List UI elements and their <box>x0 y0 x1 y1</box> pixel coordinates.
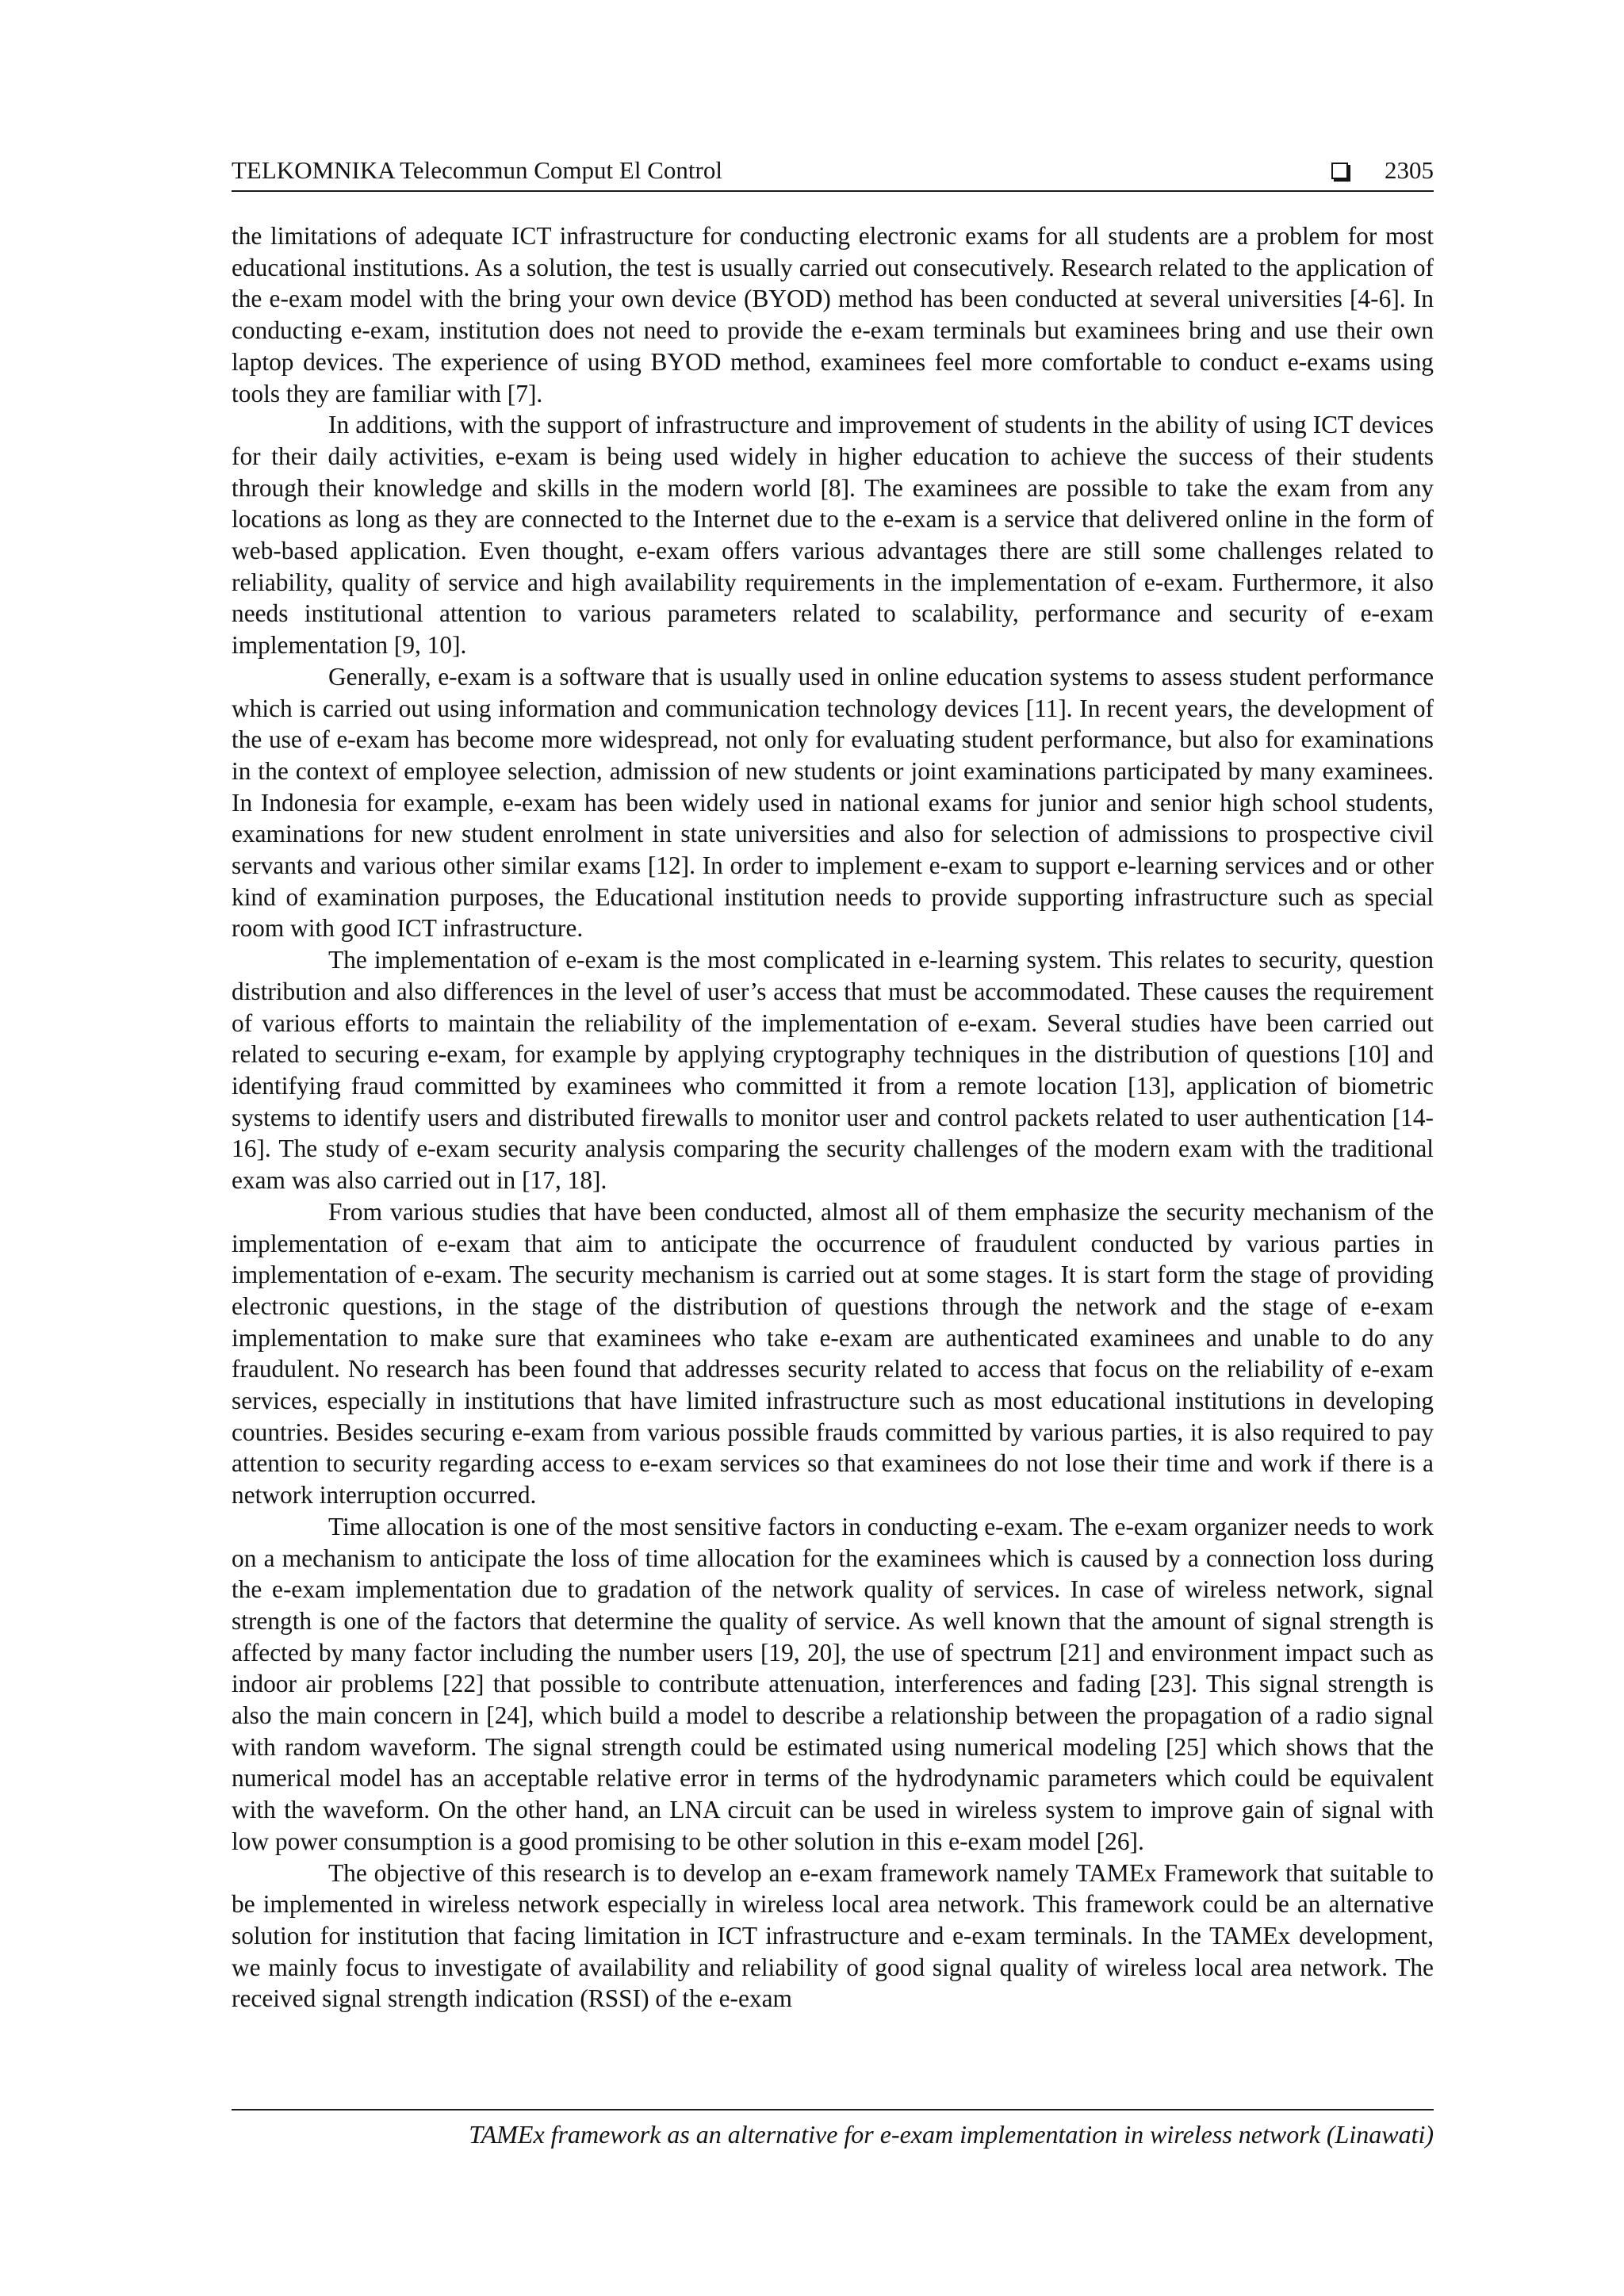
header-right <box>1331 155 1434 186</box>
footer-running-title: TAMEx framework as an alternative for e-exam implementation in wireless network (Linawati) <box>469 2120 1434 2149</box>
paragraph-7: The objective of this research is to develop an e-exam framework namely TAMEx Framework that suitable to be implemented in wireless network especially in wireless local area network. This framework could be an alternative solution for institution that facing limitation in ICT infrastructure and e-exam terminals. In the TAMEx development, we mainly focus to investigate of availability and reliability of good signal quality of wireless local area network. The received signal strength indication (RSSI) of the e-exam <box>232 1858 1434 2013</box>
footer-divider <box>232 2109 1434 2110</box>
body-text <box>232 220 1434 2015</box>
paragraph-4: The implementation of e-exam is the most complicated in e-learning system. This relates to security, question distribution and also differences in the level of user’s access that must be accommodated. These causes the requirement of various efforts to maintain the reliability of the implementation of e-exam. Several studies have been carried out related to securing e-exam, for example by applying cryptography techniques in the distribution of questions [10] and identifying fraud committed by examinees who committed it from a remote location [13], application of biometric systems to identify users and distributed firewalls to monitor user and control packets related to user authentication [14-16]. The study of e-exam security analysis comparing the security challenges of the modern exam with the traditional exam was also carried out in [17, 18]. <box>232 946 1434 1195</box>
page-number: 2305 <box>1385 156 1434 184</box>
paragraph-5: From various studies that have been conducted, almost all of them emphasize the security mechanism of the implementation of e-exam that aim to anticipate the occurrence of fraudulent conducted by various parties in implementation of e-exam. The security mechanism is carried out at some stages. It is start form the stage of providing electronic questions, in the stage of the distribution of questions through the network and the stage of e-exam implementation to make sure that examinees who take e-exam are authenticated examinees and unable to do any fraudulent. No research has been found that addresses security related to access that focus on the reliability of e-exam services, especially in institutions that have limited infrastructure such as most educational institutions in developing countries. Besides securing e-exam from various possible frauds committed by various parties, it is also required to pay attention to security regarding access to e-exam services so that examinees do not lose their time and work if there is a network interruption occurred. <box>232 1197 1434 1510</box>
journal-title: TELKOMNIKA Telecommun Comput El Control <box>232 156 722 184</box>
paragraph-6: Time allocation is one of the most sensitive factors in conducting e-exam. The e-exam organizer needs to work on a mechanism to anticipate the loss of time allocation for the examinees which is caused by a connection loss during the e-exam implementation due to gradation of the network quality of services. In case of wireless network, signal strength is one of the factors that determine the quality of service. As well known that the amount of signal strength is affected by many factor including the number users [19, 20], the use of spectrum [21] and environment impact such as indoor air problems [22] that possible to contribute attenuation, interferences and fading [23]. This signal strength is also the main concern in [24], which build a model to describe a relationship between the propagation of a radio signal with random waveform. The signal strength could be estimated using numerical modeling [25] which shows that the numerical model has an acceptable relative error in terms of the hydrodynamic parameters which could be equivalent with the waveform. On the other hand, an LNA circuit can be used in wireless system to improve gain of signal with low power consumption is a good promising to be other solution in this e-exam model [26]. <box>232 1512 1434 1855</box>
page-header <box>232 154 1434 192</box>
paragraph-3: Generally, e-exam is a software that is usually used in online education systems to assess student performance which is carried out using information and communication technology devices [11]. In recent years, the development of the use of e-exam has become more widespread, not only for evaluating student performance, but also for examinations in the context of employee selection, admission of new students or joint examinations participated by many examinees. In Indonesia for example, e-exam has been widely used in national exams for junior and senior high school students, examinations for new student enrolment in state universities and also for selection of admissions to prospective civil servants and various other similar exams [12]. In order to implement e-exam to support e-learning services and or other kind of examination purposes, the Educational institution needs to provide supporting infrastructure such as special room with good ICT infrastructure. <box>232 662 1434 943</box>
paragraph-2: In additions, with the support of infrastructure and improvement of students in the ability of using ICT devices for their daily activities, e-exam is being used widely in higher education to achieve the success of their students through their knowledge and skills in the modern world [8]. The examinees are possible to take the exam from any locations as long as they are connected to the Internet due to the e-exam is a service that delivered online in the form of web-based application. Even thought, e-exam offers various advantages there are still some challenges related to reliability, quality of service and high availability requirements in the implementation of e-exam. Furthermore, it also needs institutional attention to various parameters related to scalability, performance and security of e-exam implementation [9, 10]. <box>232 411 1434 660</box>
paragraph-1: the limitations of adequate ICT infrastructure for conducting electronic exams for all students are a problem for most educational institutions. As a solution, the test is usually carried out consecutively. Research related to the application of the e-exam model with the bring your own device (BYOD) method has been conducted at several universities [4-6]. In conducting e-exam, institution does not need to provide the e-exam terminals but examinees bring and use their own laptop devices. The experience of using BYOD method, examinees feel more comfortable to conduct e-exams using tools they are familiar with [7]. <box>232 222 1434 408</box>
square-bullet-icon <box>1331 163 1348 179</box>
